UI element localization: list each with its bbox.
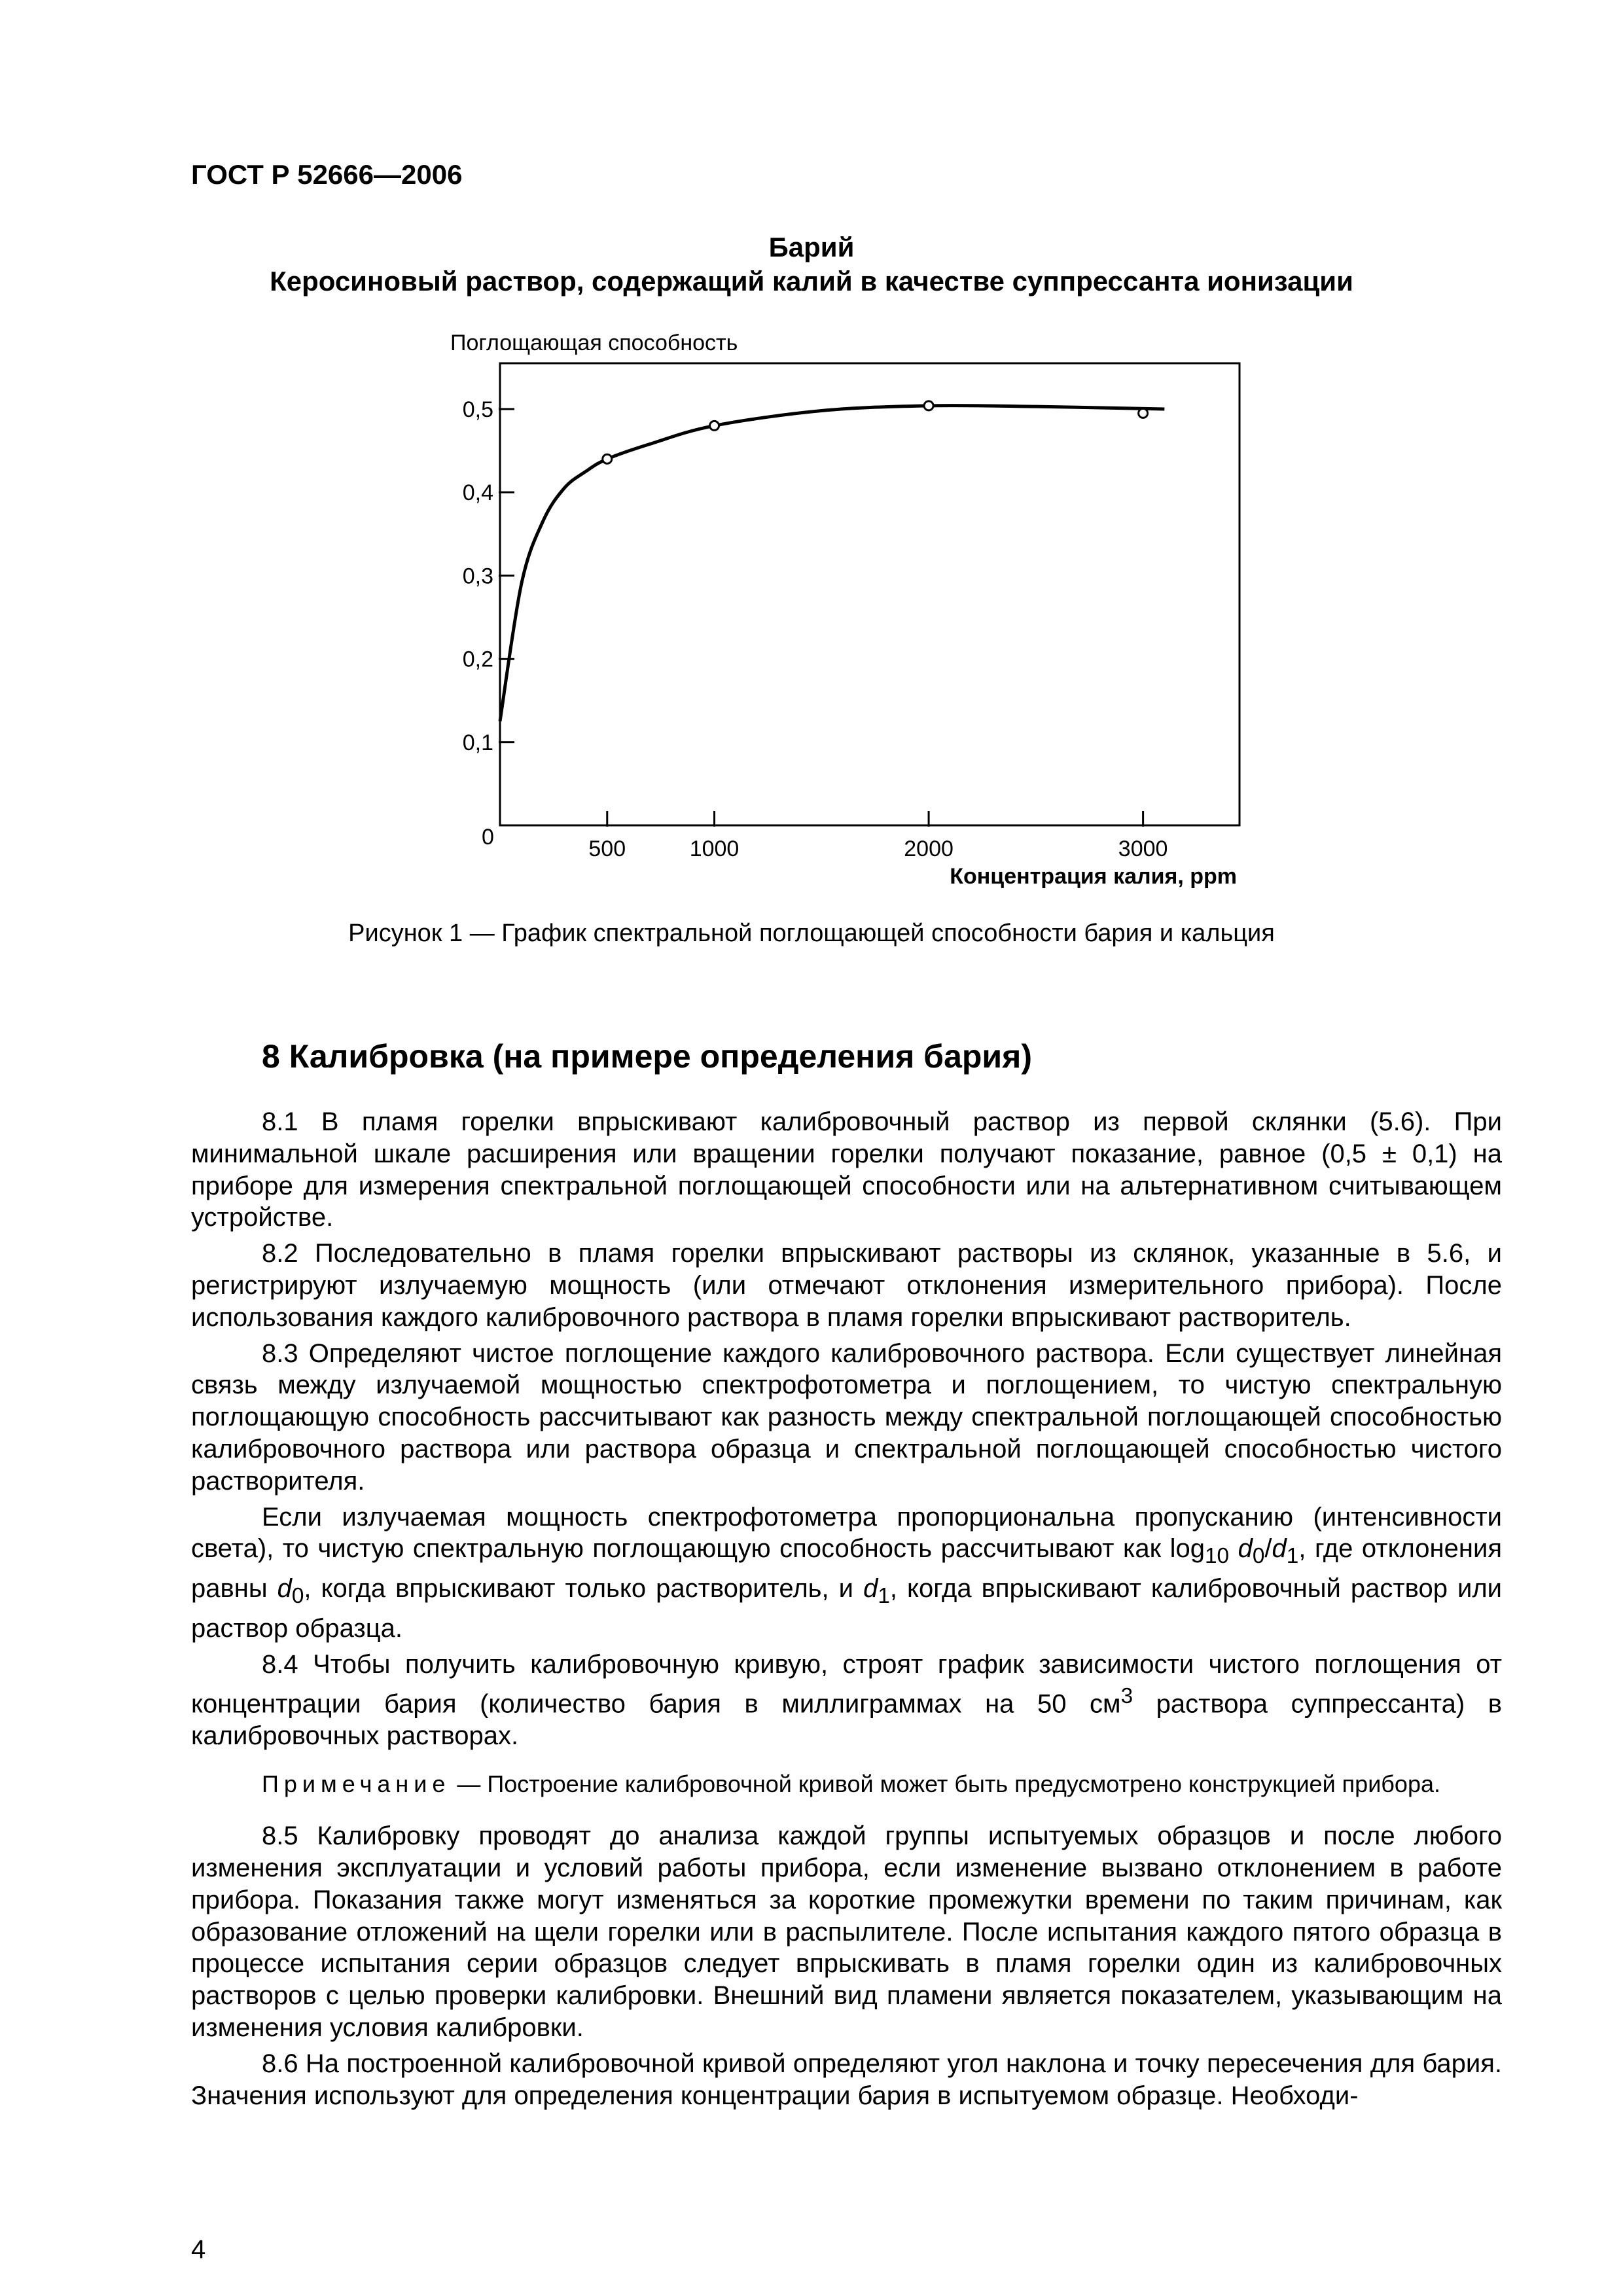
note-label: Примечание (262, 1770, 451, 1798)
var-d: d (277, 1574, 292, 1604)
figure-title-line2: Керосиновый раствор, содержащий калий в качестве суппрессанта ионизации (270, 266, 1353, 296)
paragraph-8-6: 8.6 На построенной калибровочной кривой определяют угол наклона и точку пересечения для бария. Значения используют для определения концентрации бария в испытуемом образце. Необходи- (191, 2049, 1502, 2110)
note (191, 1768, 1502, 1801)
x-tick-label: 3000 (1118, 836, 1168, 861)
figure-caption: Рисунок 1 — График спектральной поглощающей способности бария и кальция (348, 920, 1275, 947)
var-d: d (1272, 1534, 1287, 1564)
text-run: , где отклонения равны (191, 1534, 1502, 1604)
body-text (191, 1106, 1502, 2115)
superscript: 3 (1120, 1683, 1133, 1708)
x-tick-label: 1000 (689, 836, 740, 861)
var-d: d (863, 1574, 878, 1604)
x-tick-label: 2000 (904, 836, 954, 861)
y-tick-label: 0,1 (462, 730, 493, 755)
log-base: 10 (1205, 1544, 1230, 1569)
data-point-marker (710, 421, 719, 430)
paragraph-8-3-continued (191, 1501, 1502, 1645)
data-point-marker (1139, 408, 1148, 418)
figure-title-line1: Барий (768, 232, 855, 262)
y-ticks (463, 397, 514, 755)
absorbance-curve (500, 406, 1164, 721)
page-number: 4 (191, 2235, 206, 2264)
paragraph-8-3: 8.3 Определяют чистое поглощение каждого калибровочного раствора. Если существует линейная связь между излучаемой мощностью спектрофотометра и поглощением, то чистую спектральную поглощающую способность рассчитывают как разность между спектральной поглощающей способностью калибровочного раствора или раствора образца и спектральной поглощающей способностью чистого растворителя. (191, 1338, 1502, 1496)
absorbance-chart (0, 0, 1623, 949)
sub-0: 0 (1252, 1544, 1265, 1569)
paragraph-8-5: 8.5 Калибровку проводят до анализа каждой группы испытуемых образцов и после любого изменения эксплуатации и условий работы прибора, если изменение вызвано отклонением в работе прибора. Показания также могут изменяться за короткие промежутки времени по таким причинам, как образование отложений на щели горелки или в распылителе. После испытания каждого пятого образца в процессе испытания серии образцов следует впрыскивать в пламя горелки один из калибровочных растворов с целью проверки калибровки. Внешний вид пламени является показателем, указывающим на изменения условия калибровки. (191, 1821, 1502, 2043)
text-run: раствора суппрессанта) в калибровочных растворах. (191, 1689, 1503, 1750)
y-tick-label: 0,2 (462, 647, 493, 672)
x-ticks (588, 811, 1168, 861)
y-tick-label: 0,4 (462, 480, 493, 506)
plot-frame (500, 363, 1240, 825)
x-axis-label: Концентрация калия, ppm (950, 864, 1237, 889)
data-point-marker (924, 401, 933, 410)
y-axis-label: Поглощающая способность (450, 331, 738, 355)
paragraph-8-2: 8.2 Последовательно в пламя горелки впрыскивают растворы из склянок, указанные в 5.6, и регистрируют излучаемую мощность (или отмечают отклонения измерительного прибора). После использования каждого калибровочного раствора в пламя горелки впрыскивают растворитель. (191, 1239, 1502, 1332)
data-point-marker (603, 454, 612, 463)
note-text: — Построение калибровочной кривой может быть предусмотрено конструкцией прибора. (450, 1770, 1440, 1798)
text-run: , когда впрыскивают только растворитель, и (304, 1574, 864, 1604)
sub-1: 1 (1286, 1544, 1299, 1569)
y-tick-label: 0,5 (462, 397, 493, 422)
slash: / (1264, 1534, 1272, 1564)
var-d: d (1238, 1534, 1253, 1564)
paragraph-8-1: 8.1 В пламя горелки впрыскивают калибровочный раствор из первой склянки (5.6). При минимальной шкале расширения или вращении горелки получают показание, равное (0,5 ± 0,1) на приборе для измерения спектральной поглощающей способности или на альтернативном считывающем устройстве. (191, 1107, 1502, 1232)
paragraph-8-4 (191, 1649, 1502, 1752)
text-run: , когда впрыскивают калибровочный раствор или раствор образца. (191, 1574, 1503, 1643)
y-tick-label: 0,3 (462, 564, 493, 589)
x-tick-label: 500 (588, 836, 626, 861)
sub-0: 0 (291, 1584, 304, 1609)
text-run: 8.4 Чтобы получить калибровочную кривую, строят график зависимости чистого поглощения от концентрации бария (количество бария в миллиграммах на 50 см (191, 1649, 1502, 1718)
sub-1: 1 (878, 1584, 890, 1609)
origin-label: 0 (482, 825, 494, 850)
text-run: Если излучаемая мощность спектрофотометра пропорциональна пропусканию (интенсивности света), то чистую спектральную поглощающую способность рассчитывают как log (191, 1502, 1502, 1564)
document-header: ГОСТ Р 52666—2006 (191, 159, 463, 190)
section-heading: 8 Калибровка (на примере определения бария) (262, 1038, 1032, 1075)
